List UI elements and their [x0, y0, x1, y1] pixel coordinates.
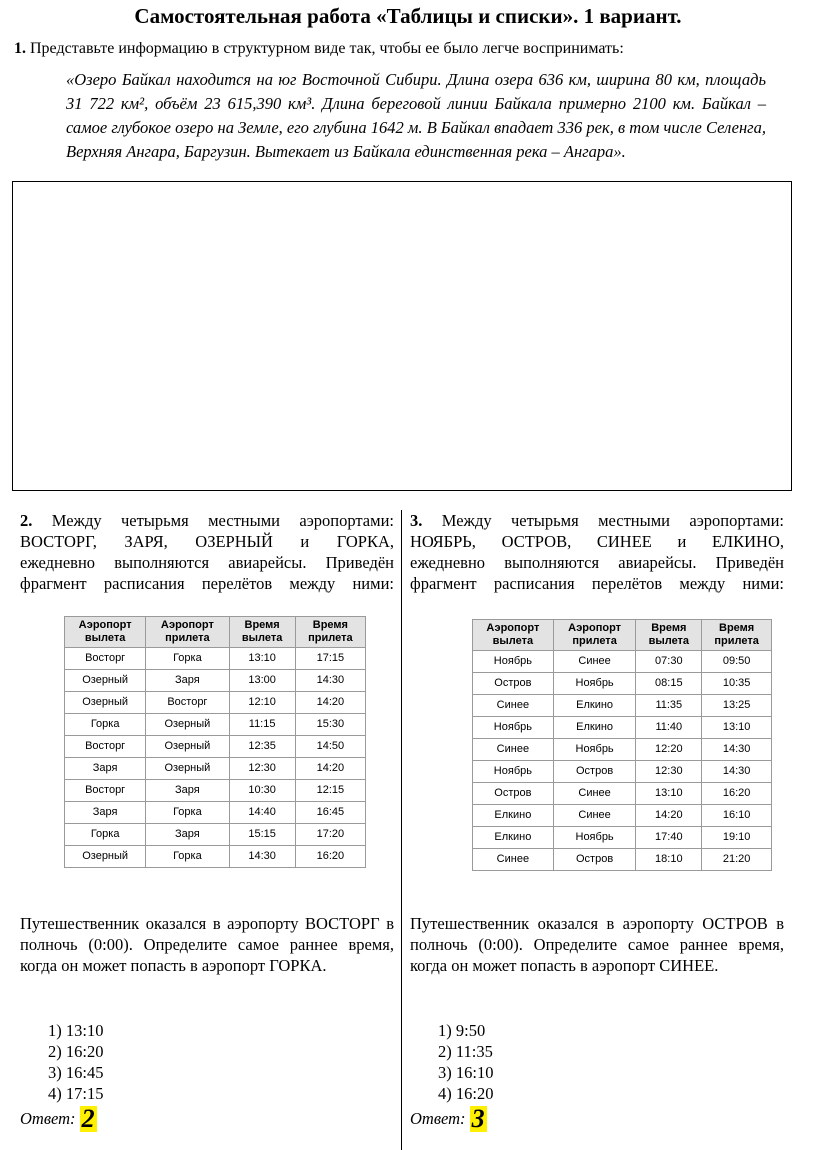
table-header-cell: Время прилета: [702, 620, 772, 651]
answer-option[interactable]: 2) 11:35: [438, 1042, 493, 1061]
task3-options: [438, 1020, 493, 1104]
task1-quote: «Озеро Байкал находится на юг Восточной Сибири. Длина озера 636 км, ширина 80 км, площадь 31 722 км², объём 23 615,390 км³. Длина береговой линии Байкала примерно 2100 км. Байкал – самое глубокое озеро на Земле, его глубина 1642 м. В Байкал впадает 336 рек, в том числе Селенга, Верхняя Ангара, Баргузин. Вытекает из Байкала единственная река – Ангара».: [66, 70, 766, 161]
table-cell: 13:25: [702, 695, 772, 717]
table-cell: 14:20: [636, 805, 702, 827]
table-cell: Синее: [553, 783, 636, 805]
table-cell: 13:10: [229, 648, 295, 670]
table-cell: Горка: [146, 802, 229, 824]
table-cell: 14:30: [702, 761, 772, 783]
task3-question: Путешественник оказался в аэропорту ОСТРОВ в полночь (0:00). Определите самое раннее время, когда он может попасть в аэропорт СИНЕЕ.: [410, 914, 784, 975]
table-cell: Озерный: [146, 736, 229, 758]
table-cell: Озерный: [146, 714, 229, 736]
task3-intro-line3: ежедневно выполняются авиарейсы. Приведён: [410, 553, 784, 572]
answer-option[interactable]: 3) 16:10: [438, 1063, 494, 1082]
table-cell: Елкино: [553, 695, 636, 717]
table-row: [65, 824, 366, 846]
table-row: [473, 849, 772, 871]
table-cell: 16:20: [295, 846, 365, 868]
table-cell: 11:40: [636, 717, 702, 739]
table-cell: Горка: [65, 824, 146, 846]
table-cell: Восторг: [65, 648, 146, 670]
table-cell: Ноябрь: [553, 673, 636, 695]
table-cell: Синее: [473, 739, 554, 761]
table-cell: Ноябрь: [473, 717, 554, 739]
table-cell: 15:15: [229, 824, 295, 846]
table-cell: 14:40: [229, 802, 295, 824]
table-cell: Остров: [473, 783, 554, 805]
table-cell: 19:10: [702, 827, 772, 849]
table-row: [473, 739, 772, 761]
table-cell: 11:35: [636, 695, 702, 717]
table-row: [65, 670, 366, 692]
table-cell: Заря: [65, 758, 146, 780]
table-cell: Остров: [553, 761, 636, 783]
task1-prompt-text: Представьте информацию в структурном виде так, чтобы ее было легче воспринимать:: [30, 40, 624, 57]
table-row: [473, 783, 772, 805]
table-row: [65, 736, 366, 758]
table-cell: 12:20: [636, 739, 702, 761]
table-cell: Восторг: [65, 780, 146, 802]
table-cell: 21:20: [702, 849, 772, 871]
task3-number: 3.: [410, 511, 423, 530]
table-header-cell: Время вылета: [229, 617, 295, 648]
task3-answer-label: Ответ:: [410, 1109, 466, 1128]
column-divider: [401, 510, 402, 1150]
table-cell: 18:10: [636, 849, 702, 871]
task2-intro-line2: ВОСТОРГ, ЗАРЯ, ОЗЕРНЫЙ и ГОРКА,: [20, 532, 394, 551]
answer-option[interactable]: 1) 9:50: [438, 1021, 486, 1040]
table-header-cell: Время вылета: [636, 620, 702, 651]
table-cell: 13:10: [636, 783, 702, 805]
answer-option[interactable]: 4) 16:20: [438, 1084, 494, 1103]
table-cell: Ноябрь: [553, 739, 636, 761]
table-cell: Синее: [553, 651, 636, 673]
table-cell: 12:30: [229, 758, 295, 780]
table-header-cell: Время прилета: [295, 617, 365, 648]
table-cell: Елкино: [473, 805, 554, 827]
task1-number: 1.: [14, 40, 26, 57]
task2-number: 2.: [20, 511, 33, 530]
table-cell: 17:40: [636, 827, 702, 849]
task2-question: Путешественник оказался в аэропорту ВОСТОРГ в полночь (0:00). Определите самое раннее время, когда он может попасть в аэропорт ГОРКА.: [20, 914, 394, 975]
table-cell: Елкино: [473, 827, 554, 849]
table-cell: Восторг: [146, 692, 229, 714]
table-row: [473, 805, 772, 827]
table-cell: 11:15: [229, 714, 295, 736]
table-cell: 16:20: [702, 783, 772, 805]
task3-schedule-table: [472, 619, 772, 871]
task2-intro-line3: ежедневно выполняются авиарейсы. Приведён: [20, 553, 394, 572]
task2-answer-label: Ответ:: [20, 1109, 76, 1128]
task2-answer: [20, 1106, 97, 1132]
table-cell: 10:30: [229, 780, 295, 802]
table-cell: Ноябрь: [473, 651, 554, 673]
table-cell: 10:35: [702, 673, 772, 695]
answer-option[interactable]: 4) 17:15: [48, 1084, 104, 1103]
table-cell: 07:30: [636, 651, 702, 673]
table-row: [65, 714, 366, 736]
table-header-cell: Аэропорт прилета: [146, 617, 229, 648]
table-row: [473, 673, 772, 695]
task3-intro-line2: НОЯБРЬ, ОСТРОВ, СИНЕЕ и ЕЛКИНО,: [410, 532, 784, 551]
table-row: [65, 758, 366, 780]
table-cell: Озерный: [65, 846, 146, 868]
answer-option[interactable]: 2) 16:20: [48, 1042, 104, 1061]
table-cell: Заря: [146, 824, 229, 846]
table-row: [473, 695, 772, 717]
task2-intro: [20, 510, 394, 594]
table-cell: 14:30: [295, 670, 365, 692]
table-row: [473, 717, 772, 739]
table-cell: 14:20: [295, 692, 365, 714]
task3-answer-value: 3: [471, 1104, 485, 1133]
table-cell: Озерный: [146, 758, 229, 780]
table-cell: Заря: [146, 780, 229, 802]
table-cell: Восторг: [65, 736, 146, 758]
table-cell: 14:30: [229, 846, 295, 868]
table-cell: 12:30: [636, 761, 702, 783]
table-cell: 08:15: [636, 673, 702, 695]
table-header-cell: Аэропорт вылета: [65, 617, 146, 648]
table-cell: 13:10: [702, 717, 772, 739]
table-header-cell: Аэропорт прилета: [553, 620, 636, 651]
table-cell: Синее: [553, 805, 636, 827]
task1-answer-box[interactable]: [12, 181, 792, 491]
table-cell: Горка: [146, 648, 229, 670]
table-header-row: [473, 620, 772, 651]
page-title: Самостоятельная работа «Таблицы и списки». 1 вариант.: [134, 4, 682, 28]
table-row: [65, 648, 366, 670]
table-cell: Елкино: [553, 717, 636, 739]
table-cell: 16:45: [295, 802, 365, 824]
table-cell: Озерный: [65, 670, 146, 692]
table-cell: Синее: [473, 849, 554, 871]
table-row: [65, 692, 366, 714]
table-cell: 12:35: [229, 736, 295, 758]
table-row: [65, 846, 366, 868]
table-row: [473, 651, 772, 673]
table-cell: 12:15: [295, 780, 365, 802]
table-cell: 17:20: [295, 824, 365, 846]
table-cell: Ноябрь: [553, 827, 636, 849]
table-row: [473, 761, 772, 783]
task3-intro: [410, 510, 784, 594]
task2-intro-line4: фрагмент расписания перелётов между ними:: [20, 574, 394, 593]
task2-schedule-table: [64, 616, 366, 868]
table-row: [473, 827, 772, 849]
table-cell: Заря: [65, 802, 146, 824]
task1-prompt: [14, 40, 624, 58]
table-cell: Синее: [473, 695, 554, 717]
table-cell: 16:10: [702, 805, 772, 827]
table-cell: 15:30: [295, 714, 365, 736]
table-cell: 13:00: [229, 670, 295, 692]
table-cell: Озерный: [65, 692, 146, 714]
task2-section: [20, 510, 394, 1133]
table-cell: 09:50: [702, 651, 772, 673]
answer-option[interactable]: 3) 16:45: [48, 1063, 104, 1082]
table-header-cell: Аэропорт вылета: [473, 620, 554, 651]
task3-intro-line1: Между четырьмя местными аэропортами:: [441, 511, 784, 530]
task3-answer: [410, 1106, 487, 1132]
table-cell: Ноябрь: [473, 761, 554, 783]
answer-option[interactable]: 1) 13:10: [48, 1021, 104, 1040]
task3-section: [410, 510, 784, 1133]
task2-options: [48, 1020, 103, 1104]
table-cell: 12:10: [229, 692, 295, 714]
table-row: [65, 802, 366, 824]
task2-answer-value: 2: [81, 1104, 95, 1133]
table-cell: Остров: [553, 849, 636, 871]
task2-intro-line1: Между четырьмя местными аэропортами:: [51, 511, 394, 530]
table-header-row: [65, 617, 366, 648]
table-cell: 14:20: [295, 758, 365, 780]
table-row: [65, 780, 366, 802]
table-cell: Заря: [146, 670, 229, 692]
table-cell: Остров: [473, 673, 554, 695]
table-cell: Горка: [65, 714, 146, 736]
table-cell: 17:15: [295, 648, 365, 670]
table-cell: 14:50: [295, 736, 365, 758]
table-cell: Горка: [146, 846, 229, 868]
table-cell: 14:30: [702, 739, 772, 761]
task3-intro-line4: фрагмент расписания перелётов между ними:: [410, 574, 784, 593]
